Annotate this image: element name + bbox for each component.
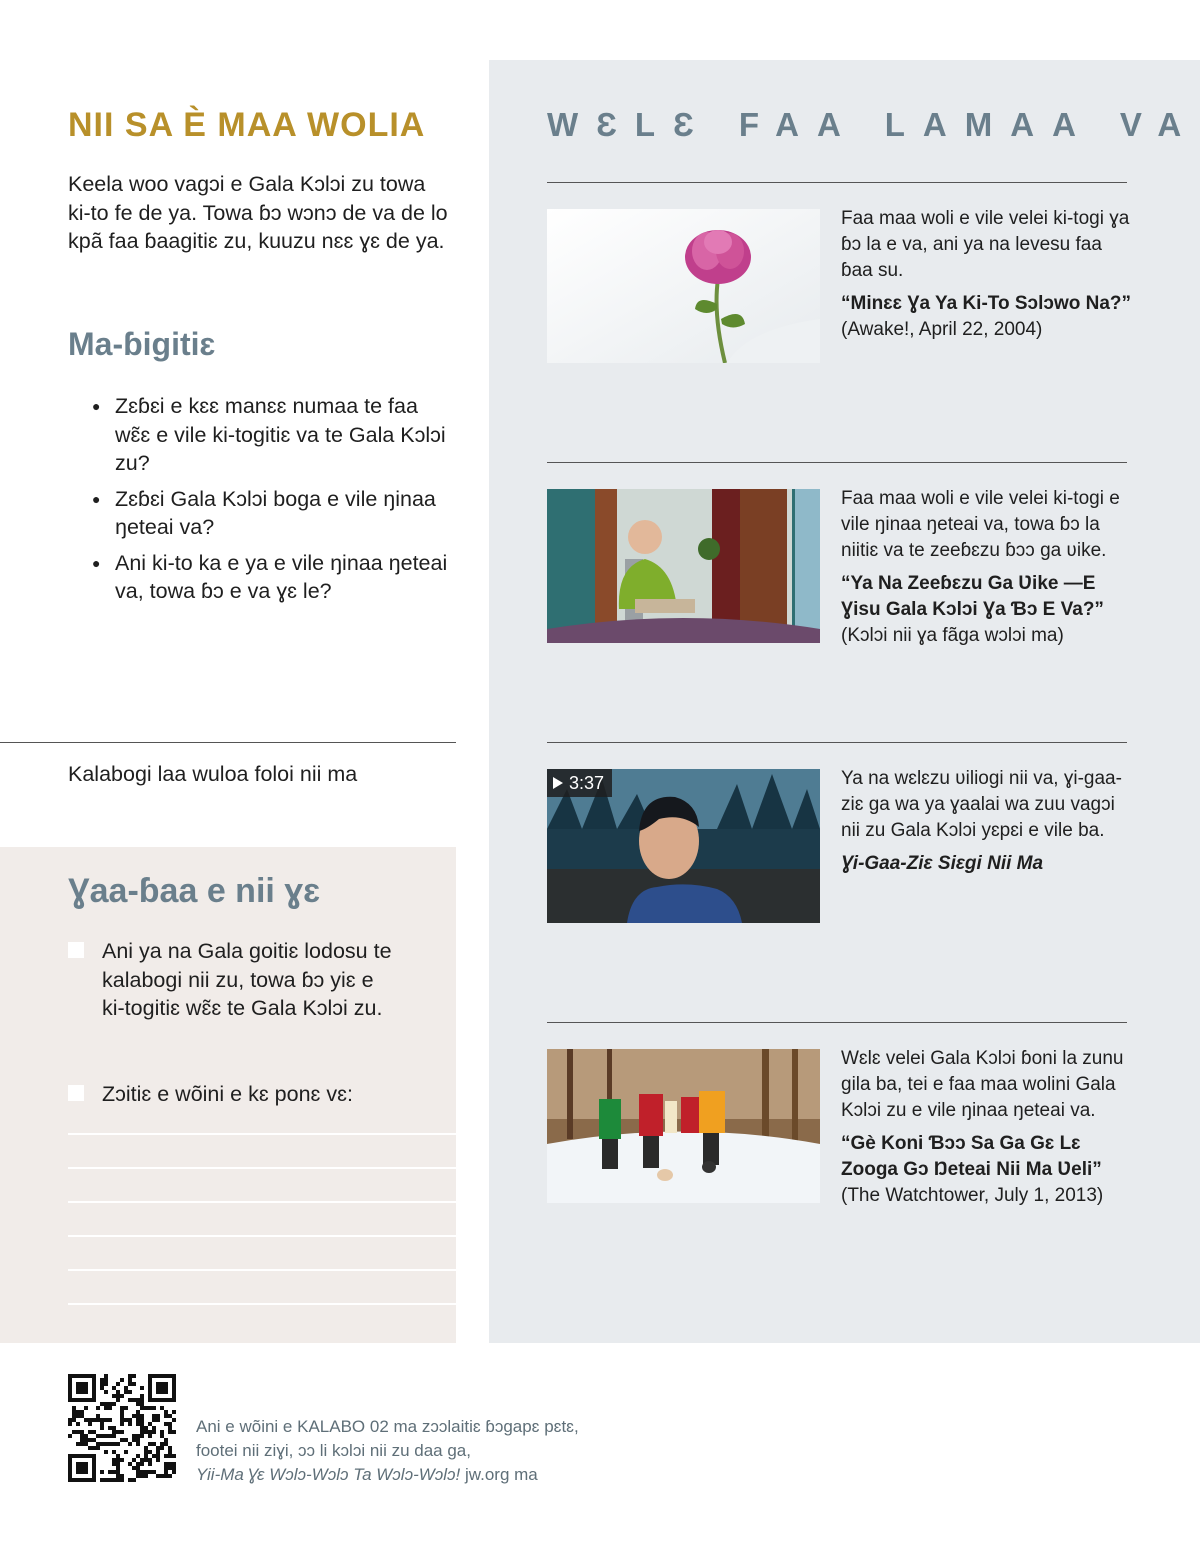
review-check-item — [68, 1080, 398, 1109]
review-check-item — [68, 937, 398, 1023]
question-item: ● Zɛɓɛi Gala Kɔlɔi boga e vile ŋinaa ŋeteai va? — [92, 485, 457, 542]
writing-line[interactable] — [68, 1167, 456, 1169]
divider — [547, 462, 1127, 463]
resource-source: (Awake!, April 22, 2004) — [841, 319, 1043, 340]
qr-code-icon[interactable] — [68, 1374, 176, 1482]
question-item: ● Ani ki-to ka e ya e vile ŋinaa ŋeteai va, towa ɓɔ e va ɣɛ le? — [92, 549, 457, 606]
resource-source: (Kɔlɔi nii ɣa fãga wɔlɔi ma) — [841, 625, 1064, 646]
resource-description: Ya na wɛlɛzu ʋiliogi nii va, ɣi-gaa-ziɛ ga wa ya ɣaalai wa zuu vagɔi nii zu Gala Kɔlɔi yɛpɛi e vile ba. — [841, 768, 1122, 841]
resource-source: (The Watchtower, July 1, 2013) — [841, 1185, 1104, 1206]
writing-line[interactable] — [68, 1235, 456, 1237]
resource-description: Faa maa woli e vile velei ki-togi ɣa ɓɔ la e va, ani ya na levesu faa ɓaa su. — [841, 208, 1130, 281]
man-forest-video-still[interactable] — [547, 769, 820, 923]
play-icon — [553, 777, 563, 789]
footer-note — [196, 1415, 636, 1487]
divider — [547, 1022, 1127, 1023]
review-title: Ɣaa-ɓaa e nii ɣɛ — [68, 872, 321, 910]
resource-title-link[interactable]: “Minɛɛ Ɣa Ya Ki-To Sɔlɔwo Na?” — [841, 293, 1132, 314]
explore-title: WƐLƐ FAA LAMAA VA — [547, 106, 1200, 143]
video-duration: 3:37 — [569, 773, 605, 793]
resource-card — [841, 1046, 1131, 1209]
footer-line: Ani e wõini e KALABO 02 ma zɔɔlaitiɛ ɓɔgapɛ pɛtɛ, — [196, 1417, 579, 1436]
writing-line[interactable] — [68, 1201, 456, 1203]
video-duration-badge[interactable] — [547, 769, 612, 797]
pink-flower-photo[interactable] — [547, 209, 820, 363]
writing-line[interactable] — [68, 1303, 456, 1305]
resource-description: Wɛlɛ velei Gala Kɔlɔi ɓoni la zunu gila ba, tei e faa maa wolini Gala Kɔlɔi zu e vile ŋinaa ŋeteai va. — [841, 1048, 1124, 1121]
resource-description: Faa maa woli e vile velei ki-togi e vile ŋinaa ŋeteai va, towa ɓɔ la niitiɛ va te zeeɓɛzu ɓɔɔ ga ʋike. — [841, 488, 1120, 561]
family-snow-walk-photo[interactable] — [547, 1049, 820, 1203]
checkbox[interactable] — [68, 942, 84, 958]
divider — [547, 182, 1127, 183]
questions-list — [92, 392, 457, 613]
man-in-chair-photo[interactable] — [547, 489, 820, 643]
resource-card — [841, 206, 1131, 343]
divider — [0, 742, 456, 743]
divider — [547, 742, 1127, 743]
checkbox[interactable] — [68, 1085, 84, 1101]
resource-card — [841, 486, 1131, 649]
resource-title-link[interactable]: “Gè Koni Ɓɔɔ Sa Ga Gɛ Lɛ Zooga Gɔ Ŋeteai Nii Ma Ʋeli” — [841, 1133, 1102, 1180]
check-label: Ani ya na Gala goitiɛ lodosu te kalabogi nii zu, towa ɓɔ yiɛ e ki-togitiɛ wɛ̃ɛ te Gala Kɔlɔi zu. — [102, 939, 392, 1020]
writing-line[interactable] — [68, 1269, 456, 1271]
summary-title: NII SA È MAA WOLIA — [68, 106, 426, 144]
writing-line[interactable] — [68, 1133, 456, 1135]
footer-site: jw.org ma — [460, 1465, 538, 1484]
resource-card — [841, 766, 1131, 877]
resource-title-link[interactable]: “Ya Na Zeeɓɛzu Ga Ʋike —E Ɣisu Gala Kɔlɔi Ɣa Ɓɔ E Va?” — [841, 573, 1104, 620]
summary-text: Keela woo vagɔi e Gala Kɔlɔi zu towa ki-to fe de ya. Towa ɓɔ wɔnɔ de va de lo kpã faa ɓaagitiɛ zu, kuuzu nɛɛ ɣɛ de ya. — [68, 172, 448, 253]
question-item: ● Zɛɓɛi e kɛɛ manɛɛ numaa te faa wɛ̃ɛ e vile ki-togitiɛ va te Gala Kɔlɔi zu? — [92, 392, 457, 478]
resource-title-link[interactable]: Ɣi-Gaa-Ziɛ Siɛgi Nii Ma — [841, 853, 1044, 874]
footer-publication-link[interactable]: Yii-Ma Ɣɛ Wɔlɔ-Wɔlɔ Ta Wɔlɔ-Wɔlɔ! — [196, 1465, 461, 1484]
footer-line: footei nii ziɣi, ɔɔ li kɔlɔi nii zu daa ga, — [196, 1441, 471, 1460]
questions-title: Ma-ɓigitiɛ — [68, 326, 216, 362]
chapter-note: Kalabogi laa wuloa foloi nii ma — [68, 762, 358, 786]
check-label: Zɔitiɛ e wõini e kɛ ponɛ vɛ: — [102, 1082, 353, 1106]
